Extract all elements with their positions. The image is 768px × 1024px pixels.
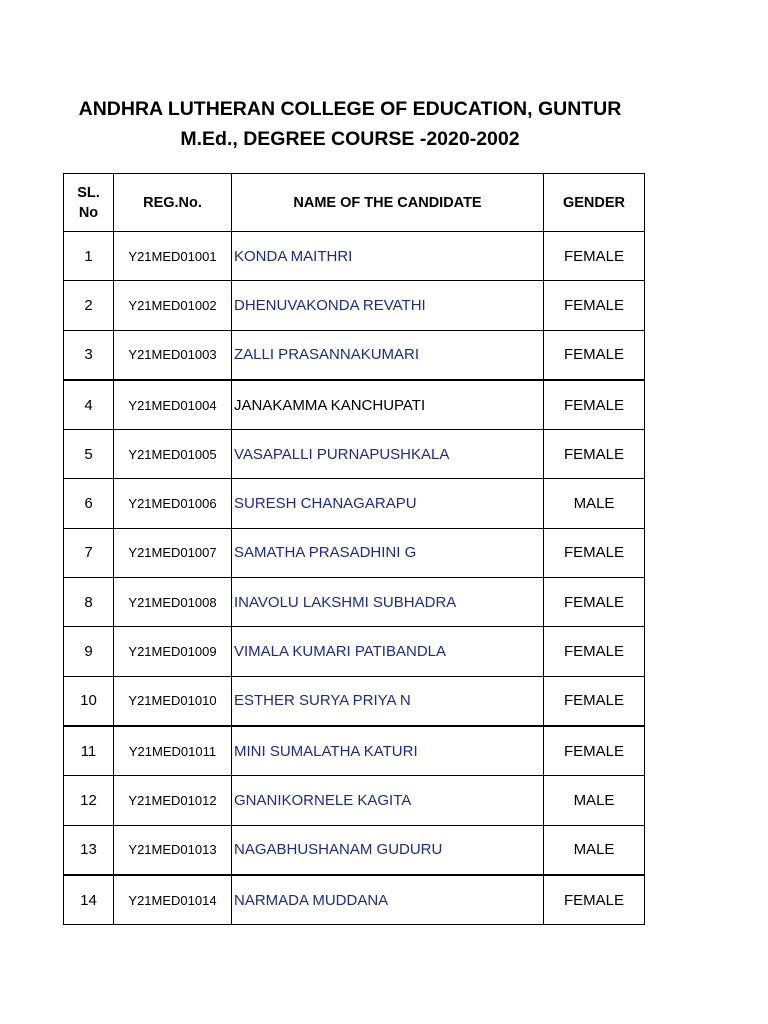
table-row (64, 479, 645, 528)
cell-candidate-name: KONDA MAITHRI (232, 232, 544, 281)
cell-reg-no: Y21MED01014 (114, 875, 232, 925)
cell-candidate-name: SURESH CHANAGARAPU (232, 479, 544, 528)
column-header-gender: GENDER (544, 174, 645, 232)
column-header-reg-no: REG.No. (114, 174, 232, 232)
cell-candidate-name: MINI SUMALATHA KATURI (232, 726, 544, 776)
cell-candidate-name: NAGABHUSHANAM GUDURU (232, 825, 544, 875)
cell-reg-no: Y21MED01009 (114, 627, 232, 676)
cell-candidate-name: ESTHER SURYA PRIYA N (232, 676, 544, 726)
cell-candidate-name: VIMALA KUMARI PATIBANDLA (232, 627, 544, 676)
cell-sl-no: 8 (64, 578, 114, 627)
table-row (64, 528, 645, 577)
cell-reg-no: Y21MED01005 (114, 430, 232, 479)
cell-gender: FEMALE (544, 281, 645, 330)
table-row (64, 825, 645, 875)
cell-sl-no: 7 (64, 528, 114, 577)
document-header (0, 94, 700, 154)
cell-gender: MALE (544, 479, 645, 528)
cell-gender: MALE (544, 825, 645, 875)
cell-gender: MALE (544, 776, 645, 825)
table-row (64, 726, 645, 776)
table-row (64, 281, 645, 330)
cell-sl-no: 9 (64, 627, 114, 676)
cell-sl-no: 14 (64, 875, 114, 925)
cell-reg-no: Y21MED01003 (114, 330, 232, 380)
cell-candidate-name: NARMADA MUDDANA (232, 875, 544, 925)
cell-sl-no: 6 (64, 479, 114, 528)
cell-sl-no: 1 (64, 232, 114, 281)
cell-sl-no: 12 (64, 776, 114, 825)
cell-candidate-name: DHENUVAKONDA REVATHI (232, 281, 544, 330)
cell-gender: FEMALE (544, 528, 645, 577)
table-row (64, 676, 645, 726)
table-row (64, 330, 645, 380)
cell-sl-no: 5 (64, 430, 114, 479)
cell-gender: FEMALE (544, 726, 645, 776)
cell-candidate-name: INAVOLU LAKSHMI SUBHADRA (232, 578, 544, 627)
cell-sl-no: 11 (64, 726, 114, 776)
table-row (64, 380, 645, 430)
cell-reg-no: Y21MED01010 (114, 676, 232, 726)
cell-gender: FEMALE (544, 380, 645, 430)
table-row (64, 776, 645, 825)
cell-gender: FEMALE (544, 676, 645, 726)
cell-sl-no: 13 (64, 825, 114, 875)
cell-gender: FEMALE (544, 232, 645, 281)
cell-reg-no: Y21MED01007 (114, 528, 232, 577)
cell-gender: FEMALE (544, 875, 645, 925)
course-title: M.Ed., DEGREE COURSE -2020-2002 (180, 128, 520, 150)
cell-reg-no: Y21MED01013 (114, 825, 232, 875)
cell-gender: FEMALE (544, 330, 645, 380)
cell-sl-no: 3 (64, 330, 114, 380)
cell-sl-no: 10 (64, 676, 114, 726)
cell-gender: FEMALE (544, 627, 645, 676)
table-row (64, 875, 645, 925)
cell-candidate-name: GNANIKORNELE KAGITA (232, 776, 544, 825)
table-row (64, 430, 645, 479)
cell-reg-no: Y21MED01001 (114, 232, 232, 281)
column-header-candidate-name: NAME OF THE CANDIDATE (232, 174, 544, 232)
college-title: ANDHRA LUTHERAN COLLEGE OF EDUCATION, GUNTUR (78, 98, 622, 120)
cell-candidate-name: SAMATHA PRASADHINI G (232, 528, 544, 577)
cell-gender: FEMALE (544, 578, 645, 627)
table-header-row (64, 174, 645, 232)
cell-reg-no: Y21MED01004 (114, 380, 232, 430)
table-row (64, 232, 645, 281)
table-row (64, 578, 645, 627)
cell-gender: FEMALE (544, 430, 645, 479)
cell-reg-no: Y21MED01011 (114, 726, 232, 776)
cell-candidate-name: JANAKAMMA KANCHUPATI (232, 380, 544, 430)
cell-sl-no: 4 (64, 380, 114, 430)
column-header-sl-no: SL. No (64, 174, 114, 232)
cell-candidate-name: VASAPALLI PURNAPUSHKALA (232, 430, 544, 479)
table-row (64, 627, 645, 676)
cell-reg-no: Y21MED01002 (114, 281, 232, 330)
candidate-table (63, 173, 645, 925)
cell-reg-no: Y21MED01006 (114, 479, 232, 528)
cell-reg-no: Y21MED01008 (114, 578, 232, 627)
cell-reg-no: Y21MED01012 (114, 776, 232, 825)
cell-candidate-name: ZALLI PRASANNAKUMARI (232, 330, 544, 380)
cell-sl-no: 2 (64, 281, 114, 330)
